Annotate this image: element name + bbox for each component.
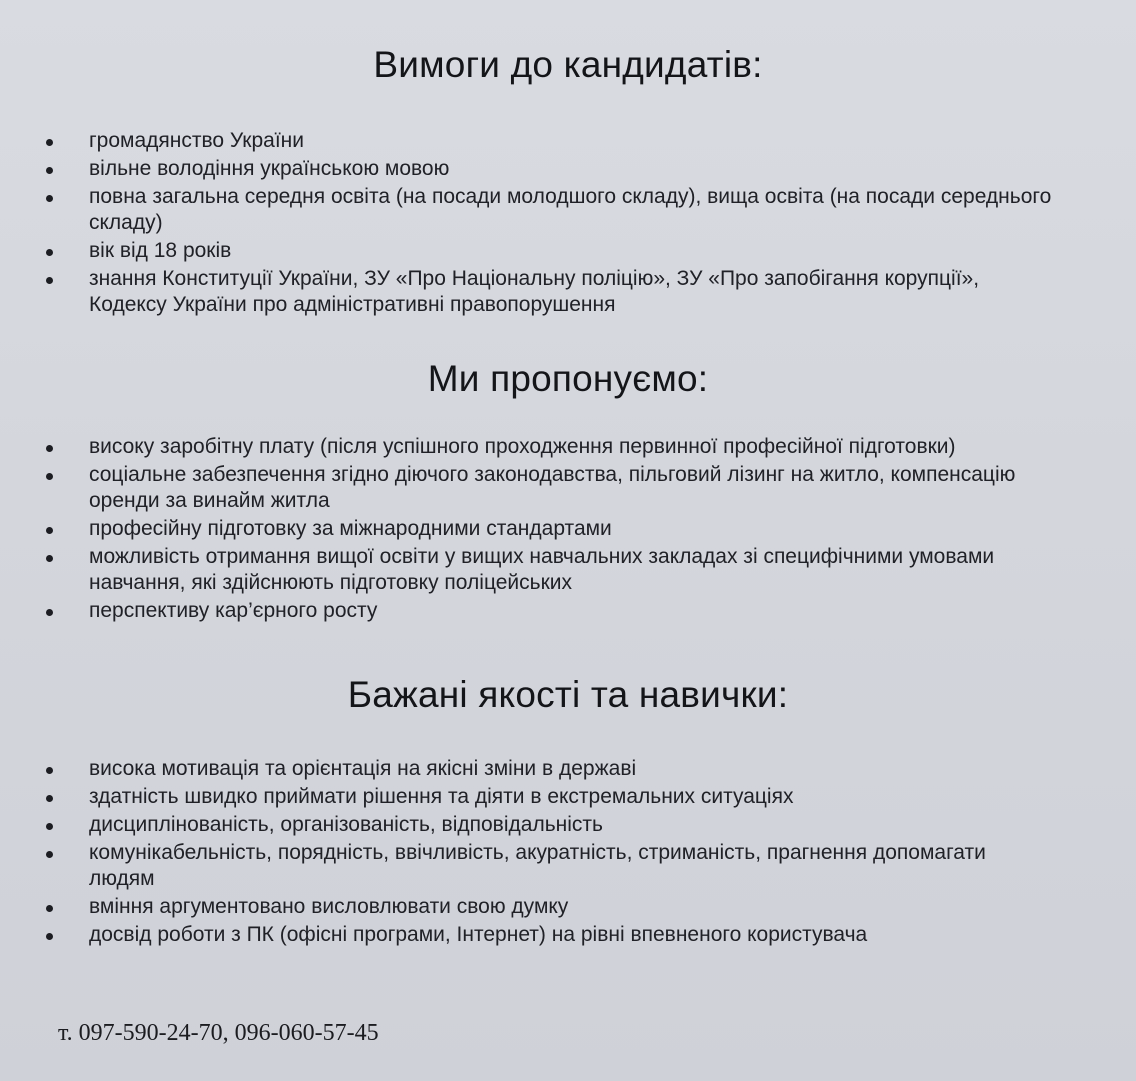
bullet-icon (46, 933, 53, 940)
list-item: висока мотивація та орієнтація на якісні зміни в державі (0, 756, 1060, 782)
list-item: можливість отримання вищої освіти у вищих навчальних закладах зі специфічними умовами навчання, які здійснюють підготовку поліцейських (0, 544, 1069, 596)
offers-list (0, 434, 1112, 626)
bullet-icon (46, 277, 53, 284)
bullet-icon (46, 823, 53, 830)
contact-phones: т. 097-590-24-70, 096-060-57-45 (58, 1020, 379, 1046)
qualities-list (0, 756, 1060, 950)
bullet-icon (46, 609, 53, 616)
bullet-icon (46, 555, 53, 562)
bullet-icon (46, 795, 53, 802)
list-item: перспективу кар’єрного росту (0, 598, 1112, 624)
bullet-icon (46, 195, 53, 202)
list-item: професійну підготовку за міжнародними стандартами (0, 516, 1112, 542)
list-item: досвід роботи з ПК (офісні програми, Інтернет) на рівні впевненого користувача (0, 922, 1060, 948)
list-item: вільне володіння українською мовою (0, 156, 1090, 182)
bullet-icon (46, 249, 53, 256)
offers-title: Ми пропонуємо: (427, 358, 709, 399)
list-item: громадянство України (0, 128, 1090, 154)
list-item: соціальне забезпечення згідно діючого законодавства, пільговий лізинг на житло, компенсацію оренди за винайм житла (0, 462, 1049, 514)
list-item: комунікабельність, порядність, ввічливість, акуратність, стриманість, прагнення допомагати людям (0, 840, 1039, 892)
list-item: повна загальна середня освіта (на посади молодшого складу), вища освіта (на посади середнього складу) (0, 184, 1090, 236)
requirements-title: Вимоги до кандидатів: (373, 44, 763, 85)
list-item: високу заробітну плату (після успішного проходження первинної професійної підготовки) (0, 434, 1112, 460)
list-item: знання Конституції України, ЗУ «Про Національну поліцію», ЗУ «Про запобігання корупції», Кодексу України про адміністративні правопорушення (0, 266, 1049, 318)
bullet-icon (46, 139, 53, 146)
bullet-icon (46, 167, 53, 174)
bullet-icon (46, 905, 53, 912)
qualities-title: Бажані якості та навички: (347, 674, 789, 715)
bullet-icon (46, 473, 53, 480)
list-item: дисциплінованість, організованість, відповідальність (0, 812, 1060, 838)
list-item: здатність швидко приймати рішення та діяти в екстремальних ситуаціях (0, 784, 1060, 810)
bullet-icon (46, 851, 53, 858)
requirements-list (0, 128, 1090, 320)
bullet-icon (46, 767, 53, 774)
bullet-icon (46, 445, 53, 452)
bullet-icon (46, 527, 53, 534)
list-item: вік від 18 років (0, 238, 1090, 264)
list-item: вміння аргументовано висловлювати свою думку (0, 894, 1060, 920)
